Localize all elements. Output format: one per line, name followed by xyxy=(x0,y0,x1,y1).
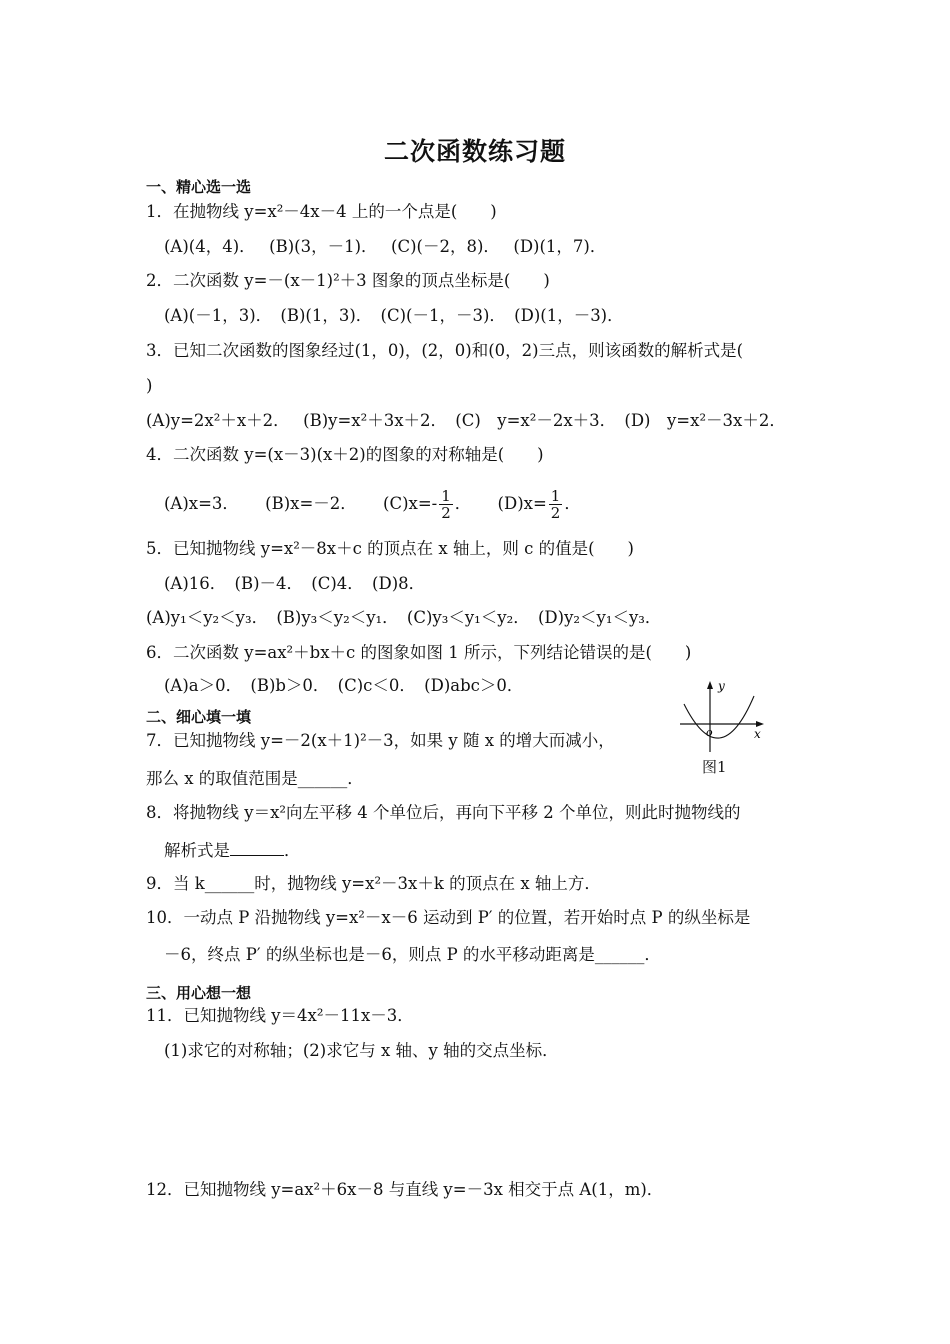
fraction: $\frac{1}{2}$ xyxy=(441,487,451,522)
fraction: $\frac{1}{2}$ xyxy=(550,487,561,522)
question-1-options: (A)(4，4)． (B)(3，－1)． (C)(－2，8)． (D)(1，7)． xyxy=(164,237,607,256)
figure-1-parabola xyxy=(676,676,776,776)
y-axis-arrow xyxy=(707,681,713,689)
y-axis-label: y xyxy=(718,679,725,693)
question-10-line-2: －6，终点 P′ 的纵坐标也是－6，则点 P 的水平移动距离是______． xyxy=(164,945,661,964)
option-d: (D)x= $\frac{1}{2}$ ． xyxy=(497,487,581,522)
question-2-options: (A)(－1，3)． (B)(1，3)． (C)(－1，－3)． (D)(1，－3)． xyxy=(164,306,624,325)
question-8-line-1: 8．将抛物线 y＝x²向左平移 4 个单位后，再向下平移 2 个单位，则此时抛物线的 xyxy=(146,803,741,822)
question-11-line-1: 11．已知抛物线 y＝4x²－11x－3． xyxy=(146,1006,414,1025)
question-3-options: (A)y=2x²＋x＋2． (B)y=x²＋3x＋2． (C) y=x²－2x＋3． (D) y=x²－3x＋2． xyxy=(146,411,786,430)
question-3-stem: 3．已知二次函数的图象经过(1，0)，(2，0)和(0，2)三点，则该函数的解析式是( xyxy=(146,341,744,360)
figure-caption: 图1 xyxy=(702,758,727,776)
option-b: (B)x=－2． xyxy=(265,494,357,513)
option-a: (A)x=3． xyxy=(164,494,239,513)
question-5-options: (A)16． (B)－4． (C)4． (D)8． xyxy=(164,574,426,593)
question-6-stem: 6．二次函数 y=ax²＋bx＋c 的图象如图 1 所示，下列结论错误的是( ) xyxy=(146,643,692,662)
page-title: 二次函数练习题 xyxy=(383,137,566,166)
question-4-stem: 4．二次函数 y=(x－3)(x＋2)的图象的对称轴是( ) xyxy=(146,445,544,464)
question-7-line-1: 7．已知抛物线 y=－2(x＋1)²－3，如果 y 随 x 的增大而减小， xyxy=(146,731,615,750)
comparison-options: (A)y₁＜y₂＜y₃． (B)y₃＜y₂＜y₁． (C)y₃＜y₁＜y₂． (D)y₂＜y₁＜y₃． xyxy=(146,608,662,627)
x-axis-label: x xyxy=(754,727,761,741)
question-1-stem: 1．在抛物线 y=x²－4x－4 上的一个点是( ) xyxy=(146,202,497,221)
question-8-line-2: 解析式是 ． xyxy=(164,841,301,860)
question-12: 12．已知抛物线 y=ax²＋6x－8 与直线 y=－3x 相交于点 A(1，m)． xyxy=(146,1180,664,1199)
question-11-line-2: (1)求它的对称轴；(2)求它与 x 轴、y 轴的交点坐标． xyxy=(164,1041,559,1060)
origin-label: o xyxy=(706,726,713,739)
question-7-line-2: 那么 x 的取值范围是______． xyxy=(146,769,364,788)
question-4-options xyxy=(164,488,581,521)
question-10-line-1: 10．一动点 P 沿抛物线 y=x²－x－6 运动到 P′ 的位置，若开始时点 P 的纵坐标是 xyxy=(146,908,751,927)
question-5-stem: 5．已知抛物线 y=x²－8x＋c 的顶点在 x 轴上，则 c 的值是( ) xyxy=(146,539,634,558)
question-3-stem-continued: ) xyxy=(146,376,153,395)
parabola-curve xyxy=(684,696,754,738)
section-heading-solve: 三、用心想一想 xyxy=(146,984,252,1002)
question-6-options: (A)a＞0． (B)b＞0． (C)c＜0． (D)abc＞0． xyxy=(164,676,524,695)
question-9: 9．当 k______时，抛物线 y=x²－3x＋k 的顶点在 x 轴上方． xyxy=(146,874,601,893)
section-heading-choice: 一、精心选一选 xyxy=(146,178,252,196)
option-c: (C)x=- $\frac{1}{2}$ ． xyxy=(383,487,472,522)
section-heading-fill: 二、细心填一填 xyxy=(146,708,252,726)
answer-blank xyxy=(230,839,284,856)
parabola-graph xyxy=(676,676,776,756)
question-2-stem: 2．二次函数 y=－(x－1)²＋3 图象的顶点坐标是( ) xyxy=(146,271,550,290)
